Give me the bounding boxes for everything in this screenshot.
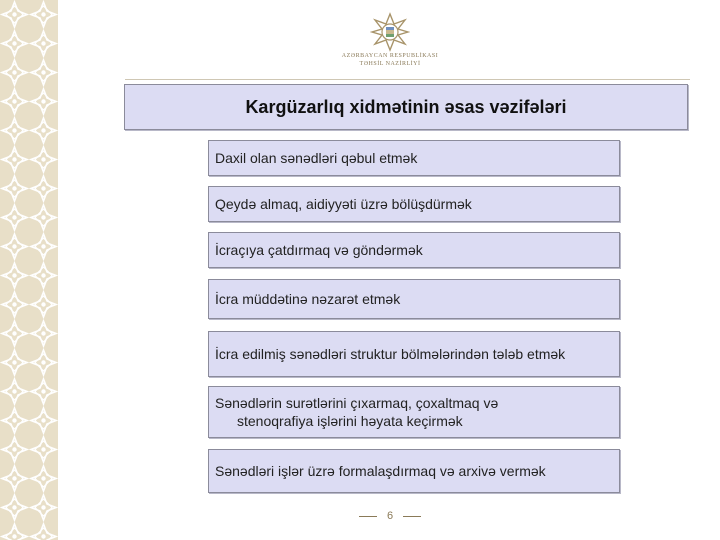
task-item-2 [208,186,620,222]
page-number: 6 [386,510,394,522]
task-item-6 [208,386,620,438]
page-footer [345,506,435,526]
task-text-line1: Sənədlərin surətlərini çıxarmaq, çoxaltmaq və [215,395,499,411]
ornamental-star-emblem-icon [370,12,410,52]
task-item-4 [208,279,620,319]
task-item-5 [208,331,620,377]
footer-dash-left [359,516,377,517]
task-text: İcraçıya çatdırmaq və göndərmək [215,242,423,258]
org-name-line2: TƏHSİL NAZİRLİYİ [359,61,421,67]
task-text: Qeydə almaq, aidiyyəti üzrə bölüşdürmək [215,196,472,212]
ministry-logo [340,12,440,82]
org-name-line1: AZƏRBAYCAN RESPUBLİKASI [341,53,439,59]
task-item-3 [208,232,620,268]
page-title: Kargüzarlıq xidmətinin əsas vəzifələri [124,84,688,130]
ornamental-side-strip [0,0,58,540]
task-text-line2: stenoqrafiya işlərini həyata keçirmək [237,413,463,429]
task-item-1 [208,140,620,176]
ornament-pattern [0,0,58,540]
task-item-7 [208,449,620,493]
task-text: İcra edilmiş sənədləri struktur bölmələrindən tələb etmək [215,346,566,362]
header-divider [125,79,690,80]
task-text: İcra müddətinə nəzarət etmək [215,291,401,307]
task-text: Sənədləri işlər üzrə formalaşdırmaq və arxivə vermək [215,463,546,479]
footer-dash-right [403,516,421,517]
task-text: Daxil olan sənədləri qəbul etmək [215,150,418,166]
